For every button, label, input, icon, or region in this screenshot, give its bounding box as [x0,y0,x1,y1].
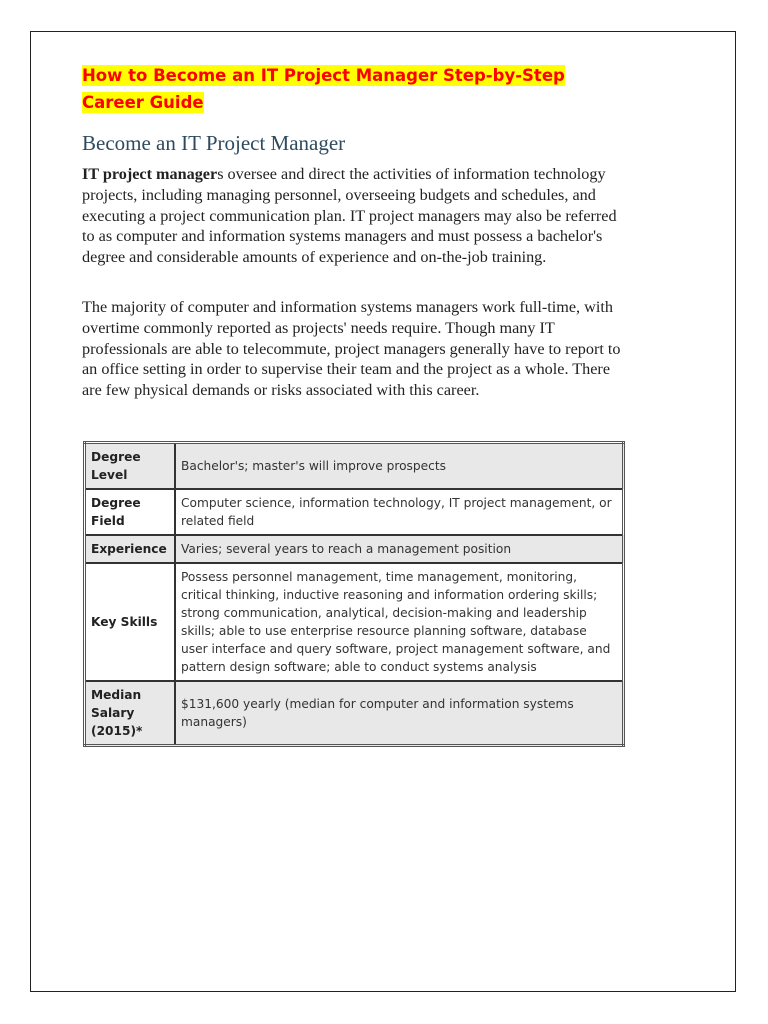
table-row-value: Possess personnel management, time management, monitoring, critical thinking, inductive reasoning and information ordering skills; strong communication, analytical, decision-making and leadership skills; able to use enterprise resource planning software, database user interface and query software, project management software, and pattern design software; able to conduct systems analysis [175,563,624,681]
intro-paragraph-text: oversee and direct the activities of information technology projects, including managing personnel, overseeing budgets and schedules, and executing a project communication plan. IT project managers may also be referred to as computer and information systems managers and must possess a bachelor's degree and considerable amounts of experience and on-the-job training. [82,165,617,267]
table-row-value: Varies; several years to reach a management position [175,535,624,563]
section-heading: Become an IT Project Manager [82,131,346,155]
table-row-label: Degree Level [85,443,176,490]
table-row-value: Bachelor's; master's will improve prospects [175,443,624,490]
table-row [85,443,624,490]
intro-paragraph [82,164,627,268]
document-title-text: How to Become an IT Project Manager Step-by-Step Career Guide [82,66,565,112]
table-row-label: Degree Field [85,489,176,535]
document-title [82,62,602,116]
table-row-label: Median Salary (2015)* [85,681,176,746]
table-row-value: $131,600 yearly (median for computer and information systems managers) [175,681,624,746]
table-row [85,681,624,746]
table-row [85,489,624,535]
intro-lead-bold: IT project manager [82,165,218,183]
intro-lead-suffix: s [217,165,224,183]
table-row-label: Key Skills [85,563,176,681]
table-row-label: Experience [85,535,176,563]
table-row [85,563,624,681]
work-environment-paragraph: The majority of computer and information systems managers work full-time, with overtime commonly reported as projects' needs require. Though many IT professionals are able to telecommute, project managers generally have to report to an office setting in order to supervise their team and the project as a whole. There are few physical demands or risks associated with this career. [82,298,621,400]
career-info-table [83,441,625,747]
table-row [85,535,624,563]
table-row-value: Computer science, information technology, IT project management, or related field [175,489,624,535]
